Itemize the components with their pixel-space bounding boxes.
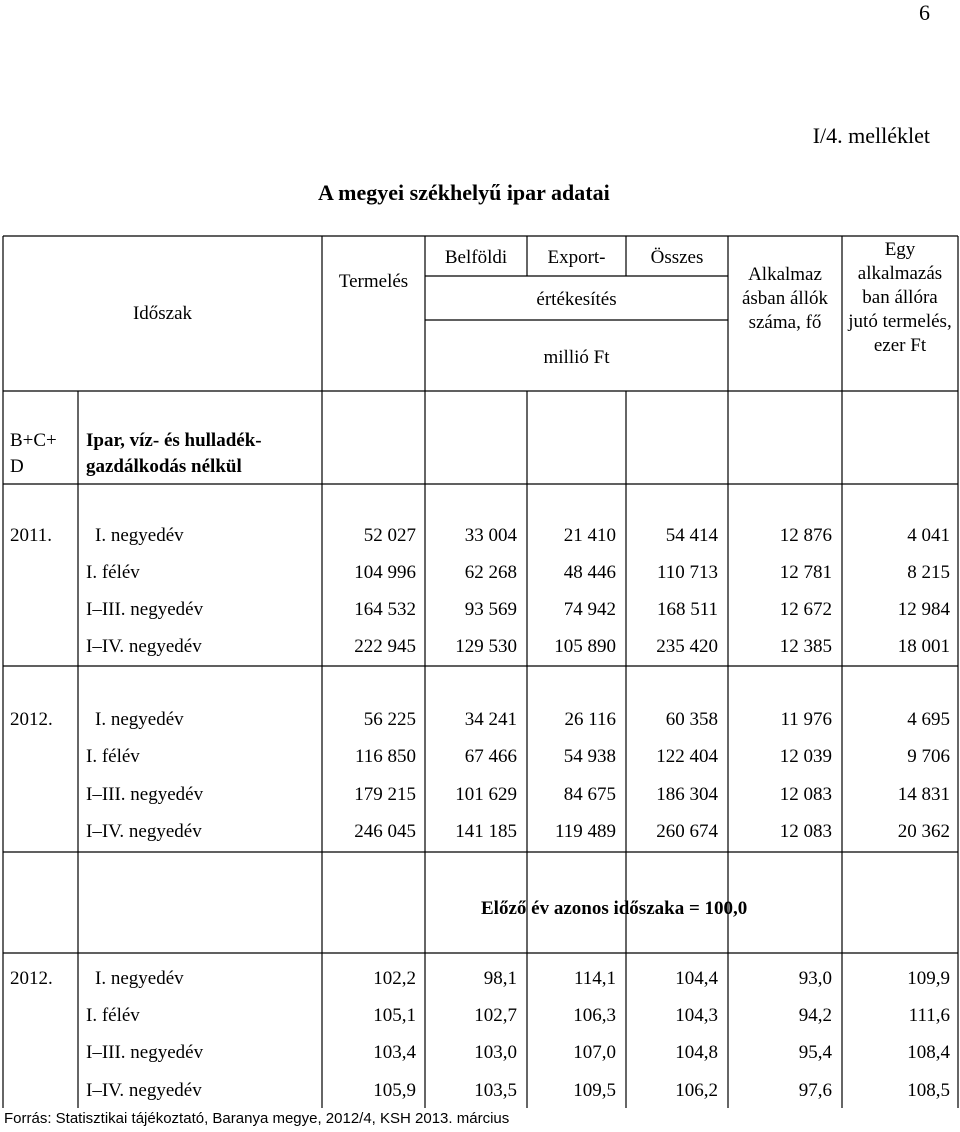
table-cell: 4 695	[907, 709, 950, 730]
table-cell: 109,5	[573, 1080, 616, 1101]
row-period: I–III. negyedév	[86, 599, 204, 620]
row-period: I–III. negyedév	[86, 1042, 204, 1063]
table-cell: 12 083	[779, 784, 832, 805]
table-cell: 103,5	[474, 1080, 517, 1101]
table-cell: 102,2	[373, 968, 416, 989]
table-cell: 93 569	[464, 599, 517, 620]
index-header: Előző év azonos időszaka = 100,0	[481, 898, 748, 919]
table-cell: 110 713	[656, 562, 718, 583]
header-osszes: Összes	[650, 247, 704, 268]
table-cell: 12 083	[779, 821, 832, 842]
table-cell: 186 304	[656, 784, 718, 805]
table-cell: 105,1	[373, 1005, 416, 1026]
header-ertekesites: értékesítés	[536, 289, 617, 310]
table-cell: 111,6	[908, 1005, 950, 1026]
table-cell: 103,4	[373, 1042, 416, 1063]
table-cell: 94,2	[798, 1005, 832, 1026]
page-number: 6	[919, 0, 930, 25]
row-year: 2012.	[10, 968, 53, 989]
table-cell: 26 116	[564, 709, 616, 730]
table-cell: 48 446	[563, 562, 616, 583]
table-cell: 222 945	[354, 636, 416, 657]
table-cell: 108,5	[907, 1080, 950, 1101]
table-cell: 246 045	[354, 821, 416, 842]
table-cell: 116 850	[354, 746, 416, 767]
header-export: Export-	[547, 247, 606, 268]
table-cell: 12 039	[779, 746, 832, 767]
table-cell: 104,3	[675, 1005, 718, 1026]
row-period: I–IV. negyedév	[86, 636, 202, 657]
table-cell: 12 385	[779, 636, 832, 657]
row-period: I. félév	[86, 746, 140, 767]
table-cell: 34 241	[464, 709, 517, 730]
table-cell: 8 215	[907, 562, 950, 583]
table-cell: 56 225	[363, 709, 416, 730]
table-cell: 141 185	[455, 821, 517, 842]
table-cell: 95,4	[798, 1042, 832, 1063]
table-cell: 12 672	[779, 599, 832, 620]
table-cell: 129 530	[455, 636, 517, 657]
table-cell: 14 831	[897, 784, 950, 805]
row-year: 2012.	[10, 709, 53, 730]
table-cell: 107,0	[573, 1042, 616, 1063]
table-cell: 260 674	[656, 821, 718, 842]
header-idoszak: Időszak	[132, 303, 193, 324]
table-cell: 11 976	[780, 709, 832, 730]
header-egy-alkalmazott: Egy alkalmazás ban állóra jutó termelés, ezer Ft	[848, 239, 952, 356]
table-cell: 93,0	[798, 968, 832, 989]
table-cell: 62 268	[464, 562, 517, 583]
row-period: I–III. negyedév	[86, 784, 204, 805]
table-cell: 105 890	[554, 636, 616, 657]
table-cell: 168 511	[656, 599, 718, 620]
header-alkalmazottak: Alkalmaz ásban állók száma, fő	[741, 264, 828, 333]
table-cell: 179 215	[354, 784, 416, 805]
table-cell: 12 984	[897, 599, 950, 620]
table-cell: 103,0	[474, 1042, 517, 1063]
table-cell: 9 706	[907, 746, 950, 767]
table-cell: 97,6	[798, 1080, 832, 1101]
category-label: Ipar, víz- és hulladék-gazdálkodás nélkül	[86, 430, 262, 477]
table-cell: 104,4	[675, 968, 718, 989]
table-cell: 84 675	[563, 784, 616, 805]
annex-label: I/4. melléklet	[812, 123, 930, 148]
table-cell: 104,8	[675, 1042, 718, 1063]
table-cell: 101 629	[455, 784, 517, 805]
header-millio-ft: millió Ft	[543, 347, 610, 368]
row-period: I. negyedév	[95, 525, 184, 546]
row-period: I. negyedév	[95, 968, 184, 989]
table-cell: 12 876	[779, 525, 832, 546]
table-cell: 106,3	[573, 1005, 616, 1026]
source-note: Forrás: Statisztikai tájékoztató, Baranya megye, 2012/4, KSH 2013. március	[4, 1110, 510, 1127]
table-cell: 108,4	[907, 1042, 950, 1063]
table-cell: 102,7	[474, 1005, 517, 1026]
row-period: I. félév	[86, 562, 140, 583]
table-cell: 60 358	[665, 709, 718, 730]
table-cell: 122 404	[656, 746, 718, 767]
header-termeles: Termelés	[338, 271, 409, 292]
page-title: A megyei székhelyű ipar adatai	[318, 180, 610, 205]
table-cell: 21 410	[563, 525, 616, 546]
table-cell: 67 466	[464, 746, 517, 767]
row-year: 2011.	[10, 525, 53, 546]
table-cell: 104 996	[354, 562, 416, 583]
table-cell: 235 420	[656, 636, 718, 657]
row-period: I–IV. negyedév	[86, 821, 202, 842]
table-cell: 20 362	[897, 821, 950, 842]
table-cell: 114,1	[573, 968, 616, 989]
table-cell: 105,9	[373, 1080, 416, 1101]
table-cell: 12 781	[779, 562, 832, 583]
table-cell: 4 041	[907, 525, 950, 546]
table-cell: 18 001	[897, 636, 950, 657]
row-period: I. negyedév	[95, 709, 184, 730]
table-cell: 74 942	[563, 599, 616, 620]
table-cell: 164 532	[354, 599, 416, 620]
table-cell: 98,1	[483, 968, 517, 989]
table-cell: 109,9	[907, 968, 950, 989]
table-cell: 119 489	[554, 821, 616, 842]
table-cell: 54 414	[665, 525, 718, 546]
category-code: B+C+ D	[10, 430, 57, 477]
row-period: I. félév	[86, 1005, 140, 1026]
table-cell: 54 938	[563, 746, 616, 767]
table-cell: 33 004	[464, 525, 517, 546]
table-cell: 52 027	[363, 525, 416, 546]
header-belfoldi: Belföldi	[444, 247, 508, 268]
row-period: I–IV. negyedév	[86, 1080, 202, 1101]
table-cell: 106,2	[675, 1080, 718, 1101]
